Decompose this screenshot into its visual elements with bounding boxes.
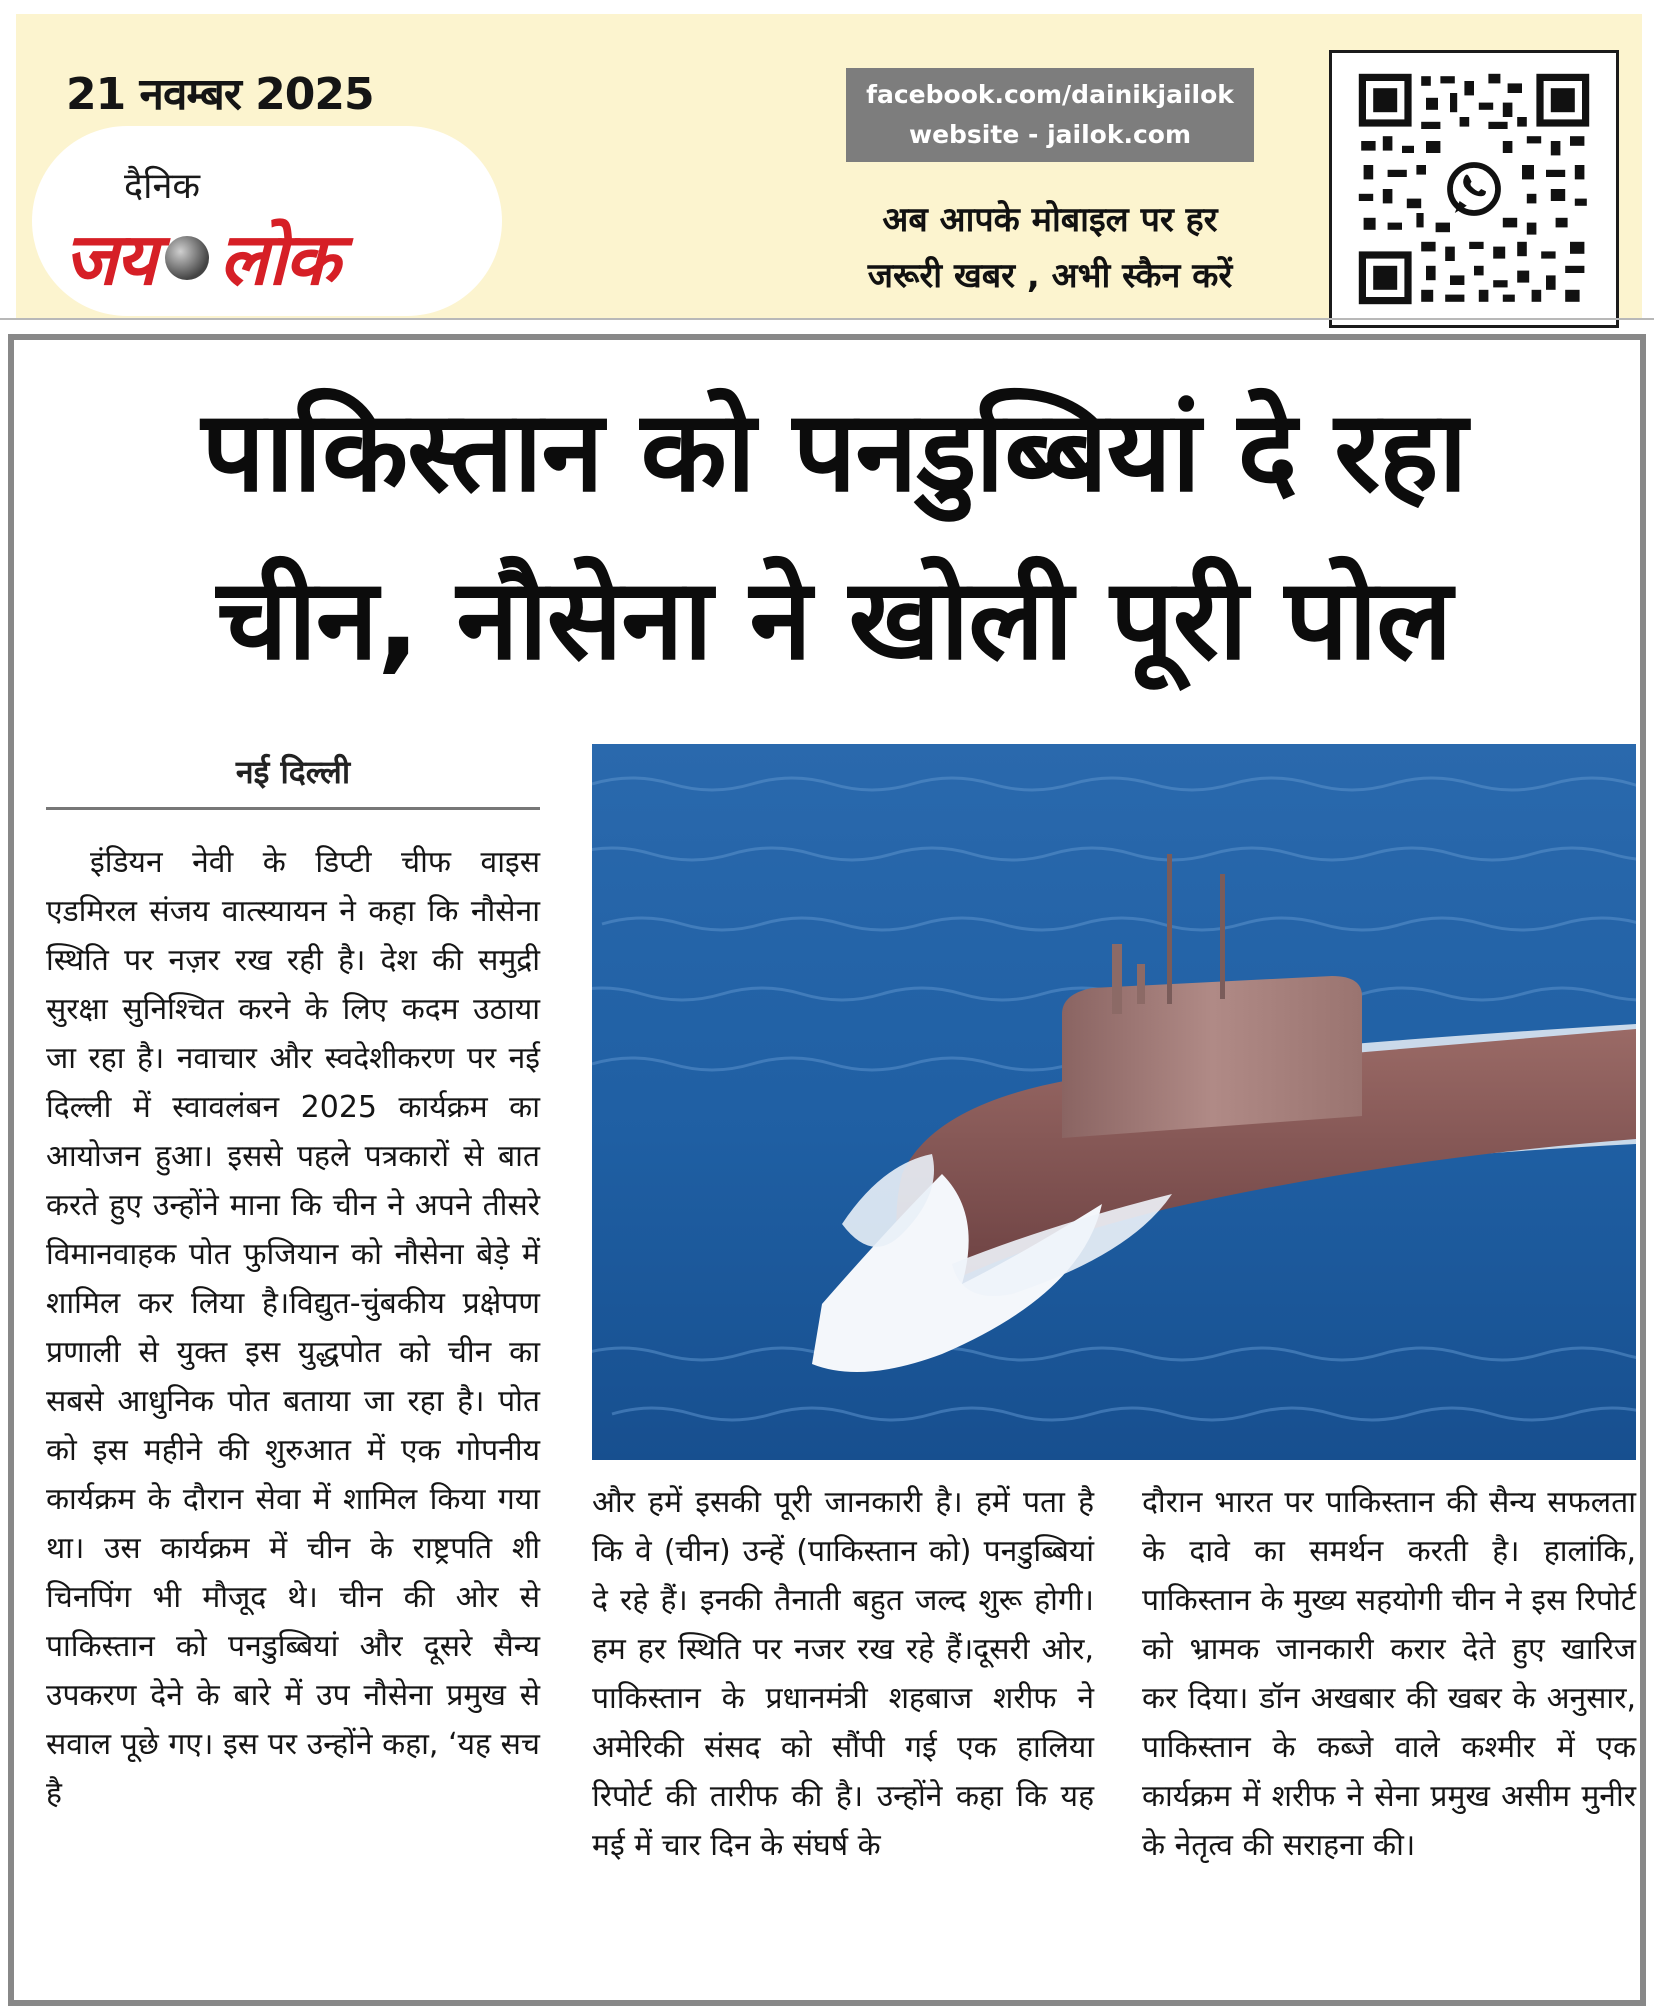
globe-icon xyxy=(165,236,209,280)
logo-prefix: दैनिक xyxy=(124,166,201,207)
article-column-2: और हमें इसकी पूरी जानकारी है। हमें पता है कि वे (चीन) उन्हें (पाकिस्तान को) पनडुब्बियां दे रहे हैं। इनकी तैनाती बहुत जल्द शुरू होगी। हम हर स्थिति पर नजर रख रहे हैं।दूसरी ओर, पाकिस्तान के प्रधानमंत्री शहबाज शरीफ ने अमेरिकी संसद को सौंपी गई एक हालिया रिपोर्ट की तारीफ की है। उन्होंने कहा कि यह मई में चार दिन के संघर्ष के xyxy=(592,1485,1094,1863)
headline-line-1: पाकिस्तान को पनडुब्बियां दे रहा xyxy=(201,387,1467,517)
logo-word-jai: जय xyxy=(64,217,156,301)
article-column-1: इंडियन नेवी के डिप्टी चीफ वाइस एडमिरल संजय वात्स्यायन ने कहा कि नौसेना स्थिति पर नज़र रख रही है। देश की समुद्री सुरक्षा सुनिश्चित करने के लिए कदम उठाया जा रहा है। नवाचार और स्वदेशीकरण पर नई दिल्ली में स्वावलंबन 2025 कार्यक्रम का आयोजन हुआ। इससे पहले पत्रकारों से बात करते हुए उन्होंने माना कि चीन ने अपने तीसरे विमानवाहक पोत फुजियान को नौसेना बेड़े में शामिल कर लिया है।विद्युत-चुंबकीय प्रक्षेपण प्रणाली से युक्त इस युद्धपोत को चीन का सबसे आधुनिक पोत बताया जा रहा है। पोत को इस महीने की शुरुआत में एक गोपनीय कार्यक्रम के दौरान सेवा में शामिल किया गया था। उस कार्यक्रम में चीन के राष्ट्रपति शी चिनपिंग भी मौजूद थे। चीन की ओर से पाकिस्तान को पनडुब्बियां और दूसरे सैन्य उपकरण देने के बारे में उप नौसेना प्रमुख से सवाल पूछे गए। इस पर उन्होंने कहा, ‘यह सच है xyxy=(46,845,540,1811)
facebook-link[interactable]: facebook.com/dainikjailok xyxy=(866,80,1234,109)
dateline: नई दिल्ली xyxy=(46,750,540,810)
submarine-image xyxy=(592,744,1636,1460)
qr-code-icon xyxy=(1348,69,1600,309)
qr-code[interactable] xyxy=(1329,50,1619,328)
logo-word-lok: लोक xyxy=(219,217,338,301)
submarine-photo xyxy=(592,744,1636,1460)
article-column-3: दौरान भारत पर पाकिस्तान की सैन्य सफलता के दावे का समर्थन करती है। हालांकि, पाकिस्तान के मुख्य सहयोगी चीन ने इस रिपोर्ट को भ्रामक जानकारी करार देते हुए खारिज कर दिया। डॉन अखबार की खबर के अनुसार, पाकिस्तान के कब्जे वाले कश्मीर में एक कार्यक्रम में शरीफ ने सेना प्रमुख असीम मुनीर के नेतृत्व की सराहना की। xyxy=(1142,1485,1636,1863)
promo-line-1: अब आपके मोबाइल पर हर xyxy=(882,200,1218,240)
promo-line-2: जरूरी खबर , अभी स्कैन करें xyxy=(867,256,1233,296)
edition-date: 21 नवम्बर 2025 xyxy=(66,69,374,120)
logo-wordmark xyxy=(64,208,338,306)
headline-line-2: चीन, नौसेना ने खोली पूरी पोल xyxy=(216,555,1452,685)
social-links-box xyxy=(846,68,1254,162)
website-link[interactable]: website - jailok.com xyxy=(908,120,1191,149)
headline xyxy=(44,368,1624,704)
news-article xyxy=(8,334,1646,2006)
masthead xyxy=(16,14,1642,320)
newspaper-logo[interactable] xyxy=(32,126,502,316)
scan-promo xyxy=(806,192,1294,304)
masthead-rule xyxy=(0,318,1654,320)
